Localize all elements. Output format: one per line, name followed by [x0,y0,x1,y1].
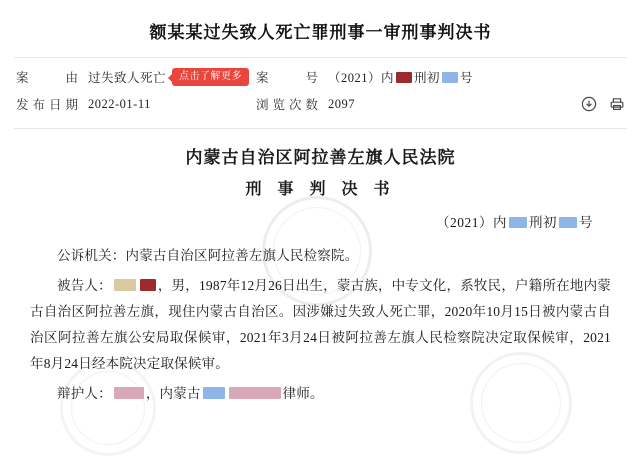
redacted-block [203,387,225,399]
redacted-block [114,387,144,399]
meta-case-cause [16,68,256,86]
redacted-block [396,72,412,83]
case-cause-value: 过失致人死亡 [88,71,167,85]
case-no-mid: 刑初 [414,71,441,85]
redacted-block [509,217,527,228]
doc-type: 刑 事 判 决 书 [245,181,396,198]
case-number-line: （2021）内 刑初 号 [436,215,593,230]
paragraph-defender-text: 辩护人： ，内蒙古 律师。 [57,386,324,401]
case-no-prefix: （2021）内 [328,71,395,85]
paragraph-defendant-text: 被告人： ，男，1987年12月26日出生，蒙古族，中专文化，系牧民，户籍所在地内蒙古自治区阿拉善左旗，现住内蒙古自治区。因涉嫌过失致人死亡罪，2020年10月15日被内蒙古自治区阿拉善左旗公安局取保候审，2021年3月24日被阿拉善左旗人民检察院决定取保候审，2021年8月24日经本院决定取保候审。 [30,278,611,371]
case-no-label: 案 号 [256,71,323,85]
document-body [0,129,641,407]
redacted-block [559,217,577,228]
redacted-block [442,72,458,83]
print-icon[interactable] [609,96,625,112]
court-name: 内蒙古自治区阿拉善左旗人民法院 [185,148,456,167]
learn-more-badge[interactable]: 点击了解更多 [172,68,249,86]
download-icon[interactable] [581,96,597,112]
page-title: 额某某过失致人死亡罪刑事一审刑事判决书 [149,23,492,42]
publish-date-value: 2022-01-11 [88,96,151,111]
meta-views [256,95,625,113]
meta-row-case-cause [16,68,625,86]
views-value: 2097 [328,96,356,111]
meta-case-number [256,68,625,86]
redacted-block [140,279,156,291]
meta-publish-date [16,95,256,113]
paragraph-defender [30,381,611,407]
case-cause-label: 案 由 [16,71,83,85]
case-no-suffix: 号 [460,71,474,85]
paragraph-prosecution: 公诉机关：内蒙古自治区阿拉善左旗人民检察院。 [57,248,359,263]
paragraph-defendant [30,273,611,377]
document-meta [0,58,641,128]
meta-action-icons [581,96,625,112]
publish-date-label: 发布日期 [16,98,83,112]
redacted-block [114,279,136,291]
meta-row-publish [16,95,625,113]
redacted-block [229,387,281,399]
views-label: 浏览次数 [256,98,323,112]
